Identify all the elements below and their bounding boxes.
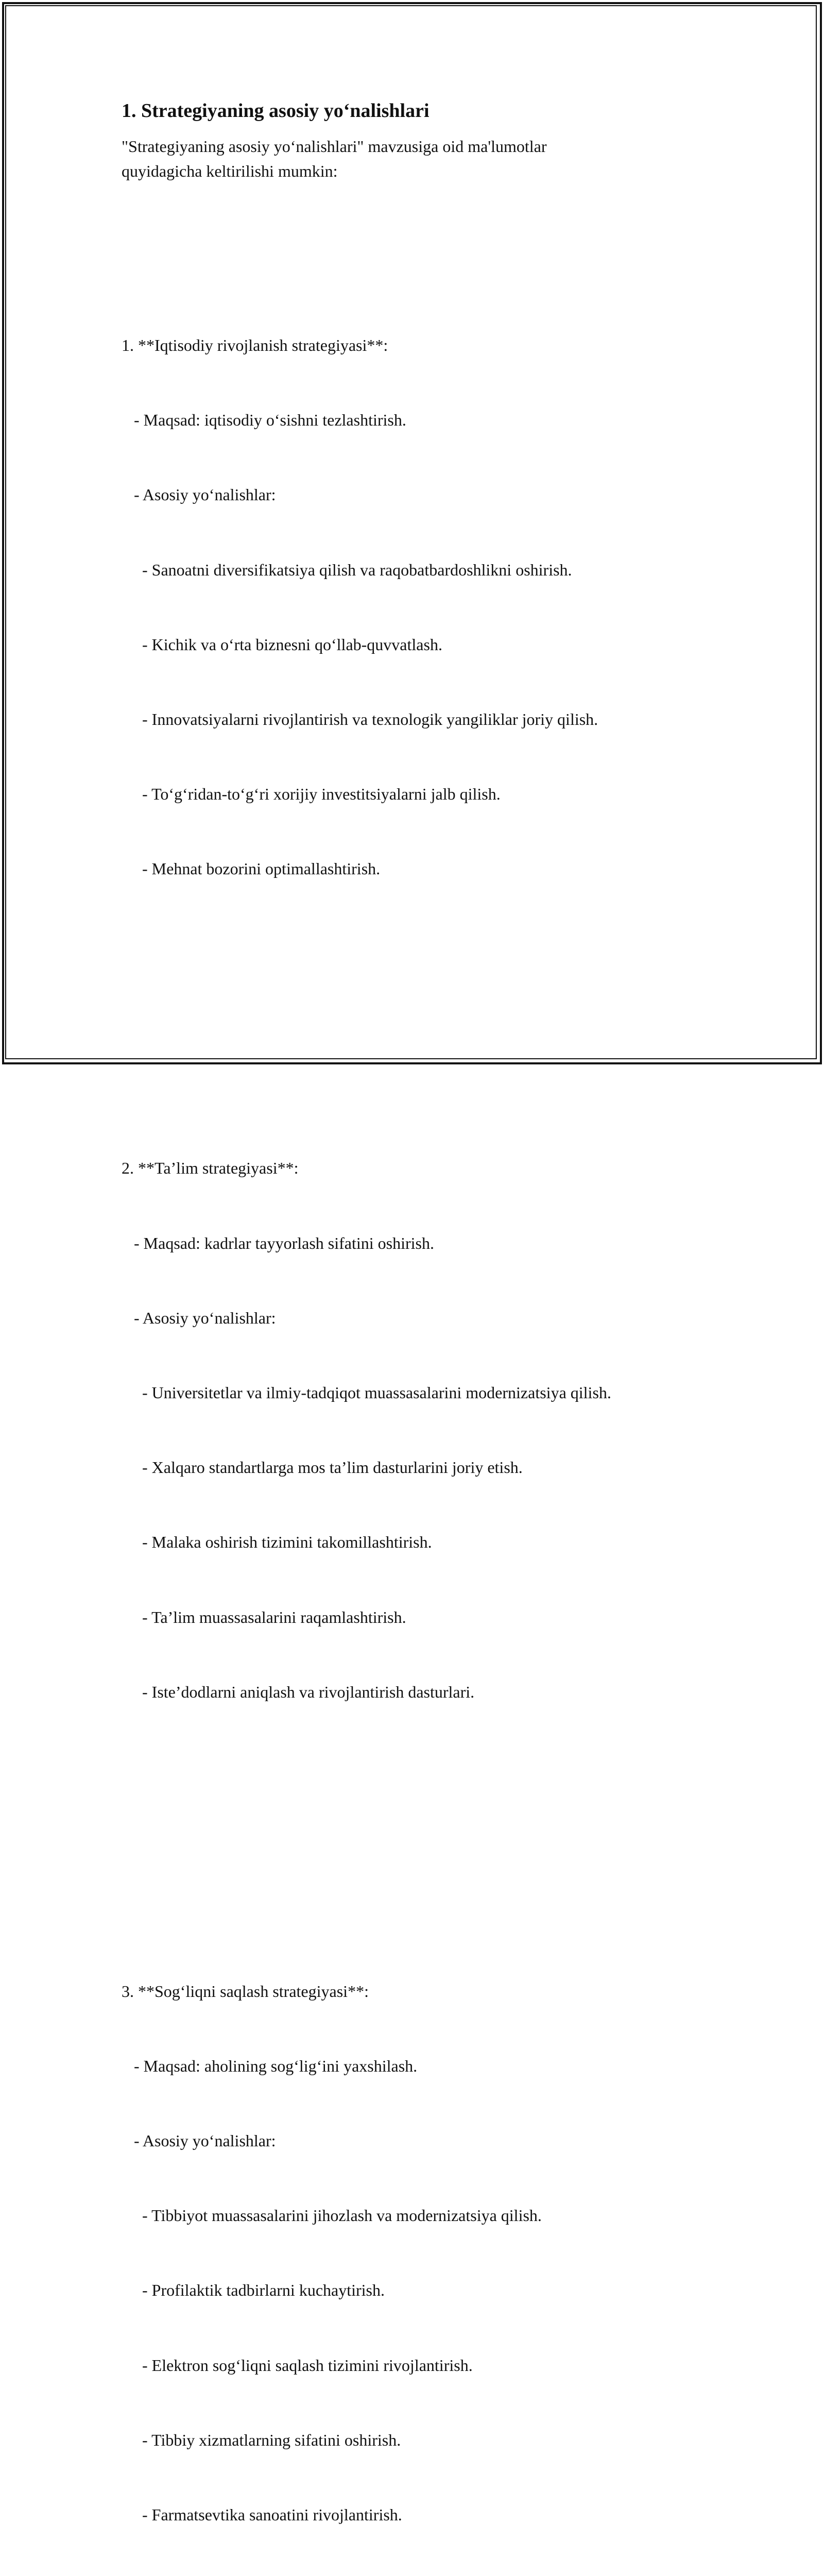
section-heading: 3. **Sog‘liqni saqlash strategiyasi**: (122, 1981, 369, 2001)
list-item: - Iste’dodlarni aniqlash va rivojlantirish dasturlari. (122, 1682, 475, 1701)
section-goal: - Maqsad: aholining sog‘lig‘ini yaxshilash. (122, 2056, 418, 2075)
section-directions-label: - Asosiy yo‘nalishlar: (122, 1308, 276, 1327)
list-item: - To‘g‘ridan-to‘g‘ri xorijiy investitsiyalarni jalb qilish. (122, 785, 501, 804)
section-economic (122, 283, 729, 931)
intro-text: "Strategiyaning asosiy yo‘nalishlari" mavzusiga oid ma'lumotlar quyidagicha keltirilishi mumkin: (122, 137, 547, 180)
section-spacer (122, 1804, 729, 1829)
section-goal: - Maqsad: iqtisodiy o‘sishni tezlashtirish. (122, 411, 406, 430)
list-item: - Malaka oshirish tizimini takomillashtirish. (122, 1533, 432, 1552)
list-item: - Xalqaro standartlarga mos ta’lim dasturlarini joriy etish. (122, 1458, 523, 1477)
section-heading: 1. **Iqtisodiy rivojlanish strategiyasi**: (122, 336, 388, 355)
document-title: 1. Strategiyaning asosiy yo‘nalishlari (122, 100, 430, 122)
list-item: - Elektron sog‘liqni saqlash tizimini rivojlantirish. (122, 2355, 473, 2375)
list-item: - Mehnat bozorini optimallashtirish. (122, 859, 381, 878)
list-item: - Profilaktik tadbirlarni kuchaytirish. (122, 2281, 385, 2300)
section-directions-label: - Asosiy yo‘nalishlar: (122, 485, 276, 504)
intro-paragraph (122, 134, 729, 183)
list-item: - Universitetlar va ilmiy-tadqiqot muassasalarini modernizatsiya qilish. (122, 1383, 611, 1402)
list-item: - Tibbiy xizmatlarning sifatini oshirish. (122, 2430, 401, 2449)
list-item: - Farmatsevtika sanoatini rivojlantirish. (122, 2505, 402, 2524)
section-directions-label: - Asosiy yo‘nalishlar: (122, 2131, 276, 2150)
section-education (122, 1106, 729, 1754)
list-item: - Kichik va o‘rta biznesni qo‘llab-quvvatlash. (122, 635, 442, 654)
section-spacer (122, 981, 729, 1006)
section-health (122, 1929, 729, 2576)
list-item: - Innovatsiyalarni rivojlantirish va texnologik yangiliklar joriy qilish. (122, 710, 598, 729)
list-item: - Sanoatni diversifikatsiya qilish va raqobatbardoshlikni oshirish. (122, 560, 572, 579)
list-item: - Ta’lim muassasalarini raqamlashtirish. (122, 1607, 406, 1626)
section-heading: 2. **Ta’lim strategiyasi**: (122, 1159, 299, 1178)
list-item: - Tibbiyot muassasalarini jihozlash va modernizatsiya qilish. (122, 2206, 542, 2225)
document-body (122, 97, 729, 2576)
sections-list (122, 208, 729, 2576)
section-goal: - Maqsad: kadrlar tayyorlash sifatini oshirish. (122, 1233, 434, 1252)
